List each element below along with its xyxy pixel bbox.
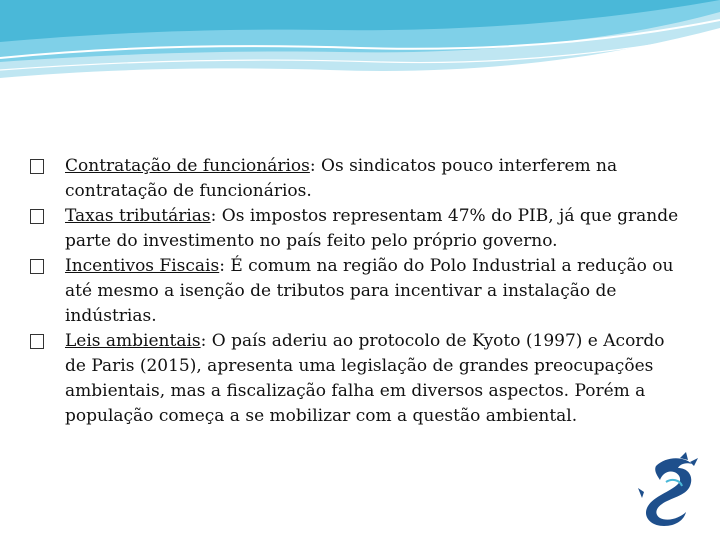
bullet-text: : É comum na região do Polo Industrial a redução ou até mesmo a isenção de tributos para incentivar a instalação de indústrias. bbox=[65, 256, 674, 326]
bullet-item-contratacao bbox=[30, 154, 690, 204]
bullet-glyph-icon bbox=[30, 159, 44, 174]
bullet-term: Leis ambientais bbox=[65, 331, 201, 351]
bullet-glyph-icon bbox=[30, 259, 44, 274]
bullet-text: : Os impostos representam 47% do PIB, já que grande parte do investimento no país feito pelo próprio governo. bbox=[65, 206, 679, 251]
bullet-list bbox=[30, 154, 690, 429]
bullet-glyph-icon bbox=[30, 334, 44, 349]
bullet-item-taxas bbox=[30, 204, 690, 254]
bullet-text: : O país aderiu ao protocolo de Kyoto (1997) e Acordo de Paris (2015), apresenta uma legislação de grandes preocupações ambientais, mas a fiscalização falha em diversos aspectos. Porém a população começa a se mobilizar com a questão ambiental. bbox=[65, 331, 665, 426]
bullet-term: Contratação de funcionários bbox=[65, 156, 310, 176]
bullet-term: Taxas tributárias bbox=[65, 206, 211, 226]
bullet-item-incentivos bbox=[30, 254, 690, 329]
dragon-logo-icon bbox=[636, 452, 700, 528]
wave-header-decoration bbox=[0, 0, 720, 90]
bullet-glyph-icon bbox=[30, 209, 44, 224]
bullet-item-leis bbox=[30, 329, 690, 429]
bullet-text: : Os sindicatos pouco interferem na contratação de funcionários. bbox=[65, 156, 618, 201]
bullet-term: Incentivos Fiscais bbox=[65, 256, 220, 276]
